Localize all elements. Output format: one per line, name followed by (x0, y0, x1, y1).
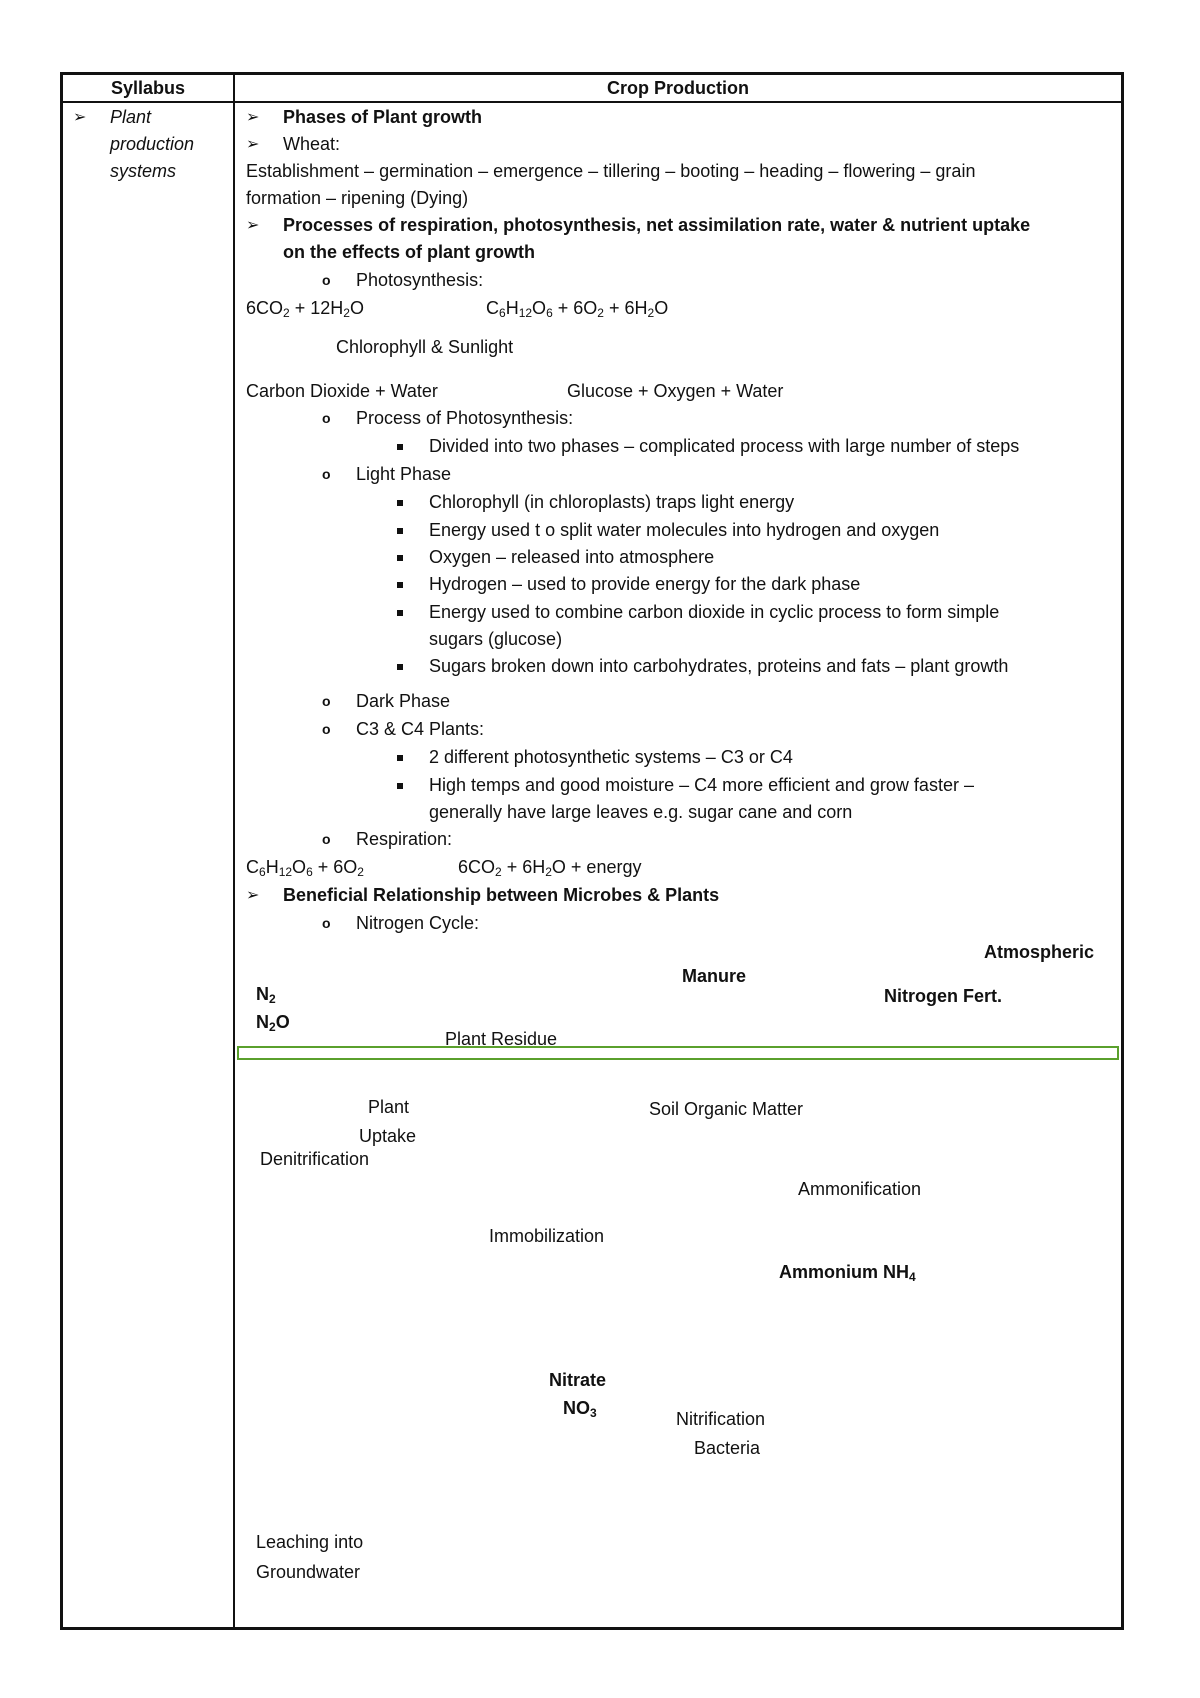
heading-processes-1: Processes of respiration, photosynthesis, net assimilation rate, water & nutrient uptake (283, 215, 1031, 235)
square-bullet-icon (397, 555, 403, 561)
photosynthesis-equation-left: $6CO_2 + 12H_2O$ (246, 298, 364, 320)
c3-c4-item: High temps and good moisture – C4 more efficient and grow faster – (429, 775, 974, 795)
c3-c4-item: 2 different photosynthetic systems – C3 or C4 (429, 747, 793, 767)
square-bullet-icon (397, 500, 403, 506)
header-divider (60, 101, 1124, 103)
left-line-1: Plant (110, 107, 152, 127)
circle-bullet-icon: o (322, 831, 331, 847)
diagram-bacteria: Bacteria (694, 1438, 761, 1458)
wheat-stages-1: Establishment – germination – emergence – tillering – booting – heading – flowering – grain (246, 161, 976, 181)
diagram-nitrate: Nitrate (549, 1370, 607, 1390)
diagram-uptake: Uptake (359, 1126, 417, 1146)
circle-bullet-icon: o (322, 466, 331, 482)
diagram-ammonification: Ammonification (798, 1179, 922, 1199)
circle-bullet-icon: o (322, 410, 331, 426)
diagram-groundwater: Groundwater (256, 1562, 361, 1582)
light-item-continued: sugars (glucose) (429, 629, 563, 649)
diagram-atmospheric: Atmospheric (984, 942, 1095, 962)
light-item: Energy used to combine carbon dioxide in cyclic process to form simple (429, 602, 1000, 622)
nitrogen-cycle-label: Nitrogen Cycle: (356, 913, 480, 933)
process-of-photosynthesis: Process of Photosynthesis: (356, 408, 574, 428)
header-syllabus: Syllabus (110, 78, 186, 98)
circle-bullet-icon: o (322, 721, 331, 737)
soil-surface-box (237, 1046, 1119, 1060)
circle-bullet-icon: o (322, 693, 331, 709)
diagram-manure: Manure (682, 966, 747, 986)
light-item: Sugars broken down into carbohydrates, proteins and fats – plant growth (429, 656, 1009, 676)
arrow-bullet-icon: ➢ (246, 887, 260, 904)
circle-bullet-icon: o (322, 272, 331, 288)
light-item: Energy used t o split water molecules into hydrogen and oxygen (429, 520, 940, 540)
square-bullet-icon (397, 783, 403, 789)
diagram-leaching: Leaching into (256, 1532, 364, 1552)
diagram-n2o: $N_2O$ (256, 1012, 290, 1034)
heading-phases: Phases of Plant growth (283, 107, 483, 127)
light-phase-label: Light Phase (356, 464, 452, 484)
column-divider (233, 72, 235, 1630)
c3-c4-label: C3 & C4 Plants: (356, 719, 485, 739)
heading-beneficial: Beneficial Relationship between Microbes & Plants (283, 885, 720, 905)
arrow-bullet-icon: ➢ (73, 109, 87, 126)
dark-phase-label: Dark Phase (356, 691, 451, 711)
diagram-nitrogen-fert: Nitrogen Fert. (884, 986, 1003, 1006)
square-bullet-icon (397, 528, 403, 534)
arrow-bullet-icon: ➢ (246, 109, 260, 126)
arrow-bullet-icon: ➢ (246, 136, 260, 153)
respiration-equation-left: $C_6H_{12}O_6 + 6O_2$ (246, 857, 364, 879)
square-bullet-icon (397, 755, 403, 761)
respiration-label: Respiration: (356, 829, 453, 849)
diagram-plant-residue: Plant Residue (445, 1029, 558, 1049)
diagram-ammonium: Ammonium $NH_4$ (779, 1262, 916, 1284)
photosynthesis-equation-right: $C_6H_{12}O_6 + 6O_2 + 6H_2O$ (486, 298, 669, 320)
wheat-label: Wheat: (283, 134, 341, 154)
wheat-stages-2: formation – ripening (Dying) (246, 188, 469, 208)
circle-bullet-icon: o (322, 915, 331, 931)
respiration-equation-right: $6CO_2 + 6H_2O$ + energy (458, 857, 642, 879)
diagram-denitrification: Denitrification (260, 1149, 370, 1169)
light-item: Oxygen – released into atmosphere (429, 547, 715, 567)
word-equation-right: Glucose + Oxygen + Water (567, 381, 784, 401)
chlorophyll-sunlight: Chlorophyll & Sunlight (336, 337, 514, 357)
diagram-soil-organic-matter: Soil Organic Matter (649, 1099, 804, 1119)
left-line-2: production (110, 134, 195, 154)
diagram-n2: $N_2$ (256, 984, 276, 1006)
heading-processes-2: on the effects of plant growth (283, 242, 535, 262)
light-item: Hydrogen – used to provide energy for the dark phase (429, 574, 861, 594)
left-line-3: systems (110, 161, 177, 181)
diagram-plant: Plant (368, 1097, 410, 1117)
diagram-nitrification: Nitrification (676, 1409, 766, 1429)
square-bullet-icon (397, 664, 403, 670)
word-equation-left: Carbon Dioxide + Water (246, 381, 438, 401)
divided-two-phases: Divided into two phases – complicated process with large number of steps (429, 436, 1020, 456)
diagram-no3: $NO_3$ (563, 1398, 597, 1420)
light-item: Chlorophyll (in chloroplasts) traps light energy (429, 492, 795, 512)
arrow-bullet-icon: ➢ (246, 217, 260, 234)
square-bullet-icon (397, 444, 403, 450)
photosynthesis-label: Photosynthesis: (356, 270, 484, 290)
square-bullet-icon (397, 610, 403, 616)
header-crop-production: Crop Production (607, 78, 749, 98)
c3-c4-item-continued: generally have large leaves e.g. sugar cane and corn (429, 802, 853, 822)
square-bullet-icon (397, 582, 403, 588)
diagram-immobilization: Immobilization (489, 1226, 605, 1246)
